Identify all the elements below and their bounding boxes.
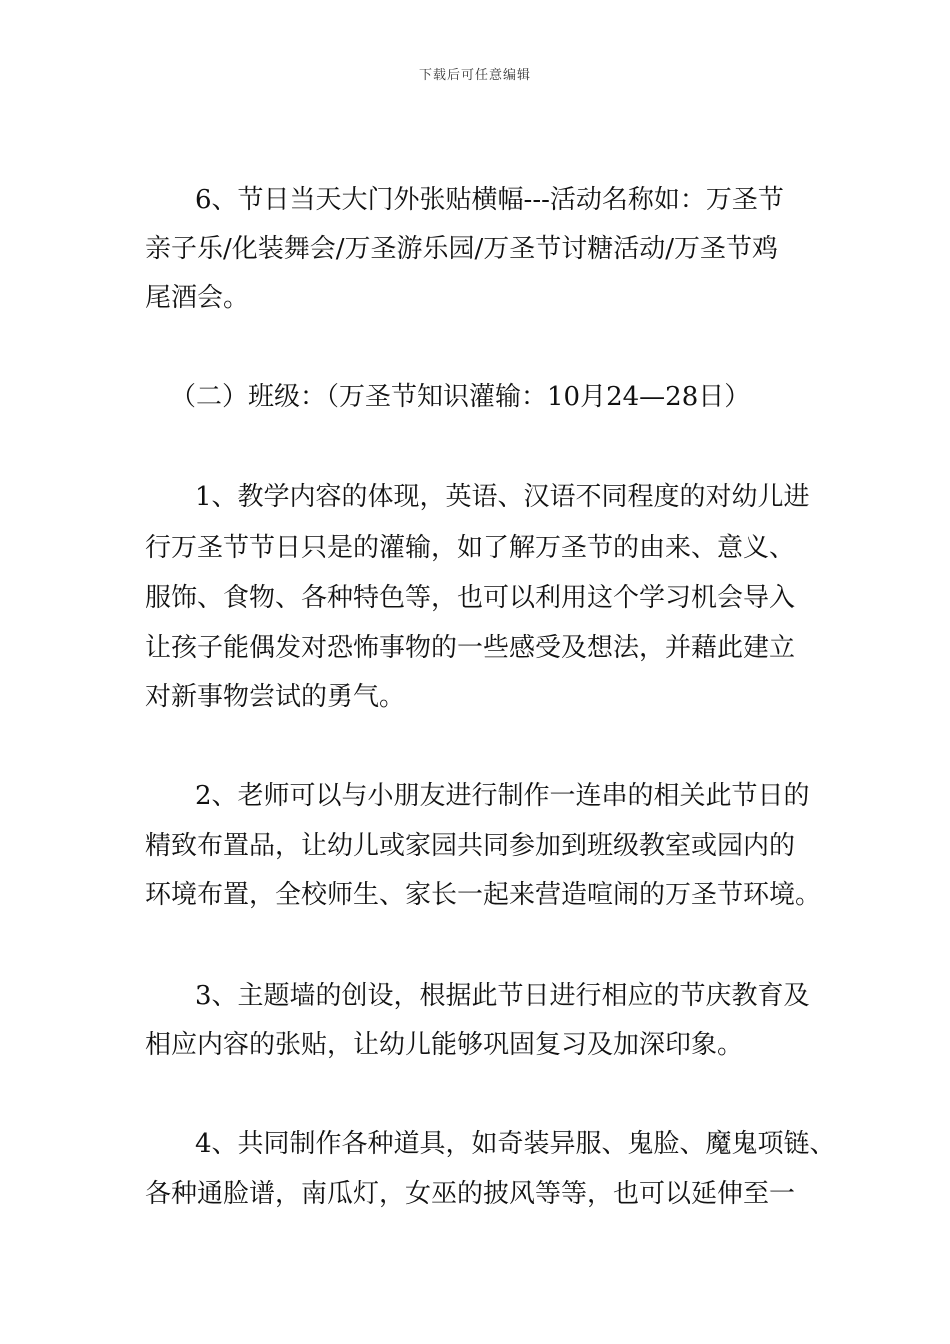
item1-line-4: 让孩子能偶发对恐怖事物的一些感受及想法，并藉此建立 xyxy=(145,633,796,663)
item6-line-1: 6、节日当天大门外张贴横幅---活动名称如：万圣节 xyxy=(195,185,784,215)
item3-line-2: 相应内容的张贴，让幼儿能够巩固复习及加深印象。 xyxy=(145,1030,744,1060)
page-header: 下载后可任意编辑 xyxy=(418,68,531,83)
item6-line-2: 亲子乐/化装舞会/万圣游乐园/万圣节讨糖活动/万圣节鸡 xyxy=(145,234,779,264)
section-heading-class: （二）班级：（万圣节知识灌输：10月24—28日） xyxy=(170,382,751,412)
item2-line-1: 2、老师可以与小朋友进行制作一连串的相关此节日的 xyxy=(195,781,810,811)
item1-line-2: 行万圣节节日只是的灌输，如了解万圣节的由来、意义、 xyxy=(145,533,796,563)
item1-line-5: 对新事物尝试的勇气。 xyxy=(145,682,406,712)
item4-line-2: 各种通脸谱，南瓜灯，女巫的披风等等，也可以延伸至一 xyxy=(145,1179,796,1209)
item1-line-1: 1、教学内容的体现，英语、汉语不同程度的对幼儿进 xyxy=(195,482,810,512)
item3-line-1: 3、主题墙的创设，根据此节日进行相应的节庆教育及 xyxy=(195,981,810,1011)
item4-line-1: 4、共同制作各种道具，如奇装异服、鬼脸、魔鬼项链、 xyxy=(195,1129,836,1159)
item2-line-2: 精致布置品，让幼儿或家园共同参加到班级教室或园内的 xyxy=(145,831,796,861)
item6-line-3: 尾酒会。 xyxy=(145,283,250,313)
item2-line-3: 环境布置，全校师生、家长一起来营造喧闹的万圣节环境。 xyxy=(145,880,822,910)
item1-line-3: 服饰、食物、各种特色等，也可以利用这个学习机会导入 xyxy=(145,583,796,613)
